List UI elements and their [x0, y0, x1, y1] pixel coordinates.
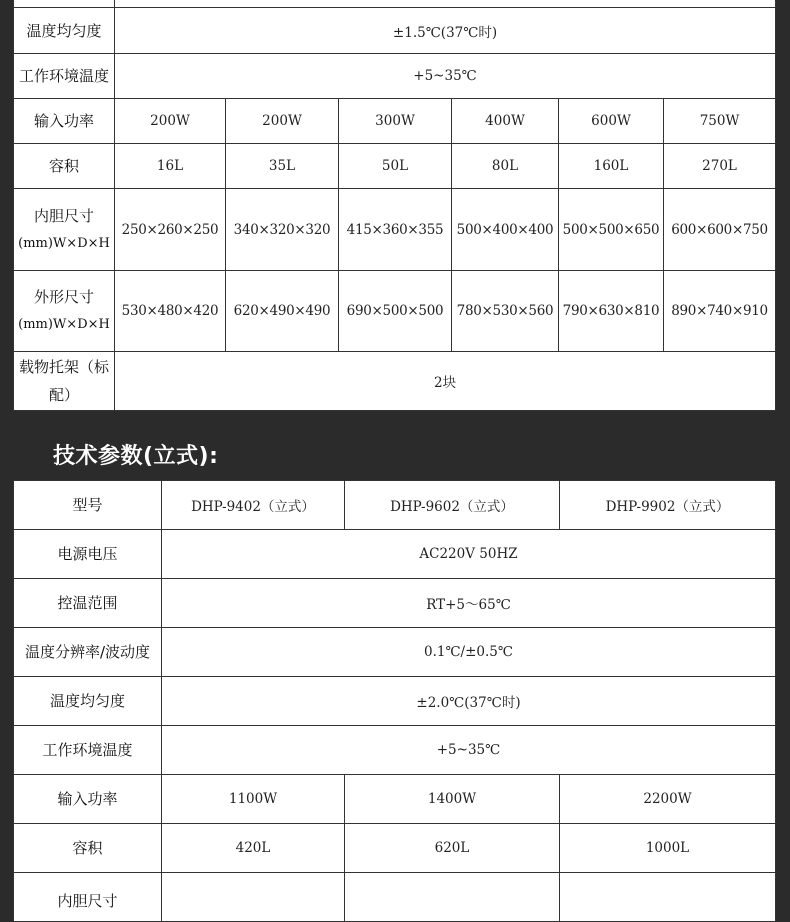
cell: 300W	[339, 99, 452, 144]
row-value: AC220V 50HZ	[162, 530, 776, 579]
table-row-uniformity	[14, 8, 776, 54]
cell: 16L	[115, 144, 226, 189]
row-value: 2块	[115, 352, 776, 411]
cell: 530×480×420	[115, 271, 226, 352]
row-label: 工作环境温度	[14, 54, 115, 99]
table-row-volume	[14, 824, 776, 873]
row-label	[14, 271, 115, 352]
cell: 620×490×490	[226, 271, 339, 352]
table-row-power	[14, 775, 776, 824]
cell: 1100W	[162, 775, 345, 824]
table-row-power	[14, 99, 776, 144]
row-label: 内胆尺寸	[14, 873, 162, 922]
row-value: +5~35℃	[162, 726, 776, 775]
cell: 500×400×400	[452, 189, 559, 271]
table-row-ambient	[14, 54, 776, 99]
cell: 250×260×250	[115, 189, 226, 271]
cell: 80L	[452, 144, 559, 189]
row-label: 输入功率	[14, 775, 162, 824]
row-label: 容积	[14, 144, 115, 189]
section-title: 技术参数(立式):	[53, 444, 219, 469]
table-row-outer-size	[14, 271, 776, 352]
row-label: 电源电压	[14, 530, 162, 579]
cell: 750W	[664, 99, 776, 144]
row-label: 控温范围	[14, 579, 162, 628]
cell	[162, 873, 345, 922]
table-row-shelf	[14, 352, 776, 411]
cell: 780×530×560	[452, 271, 559, 352]
cell: 690×500×500	[339, 271, 452, 352]
cell: 200W	[115, 99, 226, 144]
cell: 35L	[226, 144, 339, 189]
cell: 270L	[664, 144, 776, 189]
row-label: 温度均匀度	[14, 8, 115, 54]
row-value: +5~35℃	[115, 54, 776, 99]
row-label: 输入功率	[14, 99, 115, 144]
cell: 1400W	[345, 775, 560, 824]
row-label-line: 配）	[48, 386, 79, 404]
cell: 50L	[339, 144, 452, 189]
cell: 890×740×910	[664, 271, 776, 352]
row-label-line: 载物托架（标	[18, 358, 109, 376]
table-row-range	[14, 579, 776, 628]
table-row-uniformity	[14, 677, 776, 726]
cell: 600W	[559, 99, 664, 144]
row-label-line: (mm)W×D×H	[18, 235, 110, 251]
spec-table-vertical	[13, 480, 776, 922]
spec-table-benchtop	[13, 0, 776, 411]
cell: 340×320×320	[226, 189, 339, 271]
table-row-volume	[14, 144, 776, 189]
row-label: 温度分辨率/波动度	[14, 628, 162, 677]
cell: 420L	[162, 824, 345, 873]
cell	[560, 873, 776, 922]
row-label	[14, 189, 115, 271]
row-label: 工作环境温度	[14, 726, 162, 775]
cell: 2200W	[560, 775, 776, 824]
row-label-line: 内胆尺寸	[33, 206, 94, 225]
row-label: 容积	[14, 824, 162, 873]
table-row-supply	[14, 530, 776, 579]
cell: DHP-9902（立式）	[560, 481, 776, 530]
cell: DHP-9402（立式）	[162, 481, 345, 530]
cell: 200W	[226, 99, 339, 144]
table-row-ambient	[14, 726, 776, 775]
cell: 160L	[559, 144, 664, 189]
row-value: ±1.5℃(37℃时)	[115, 8, 776, 54]
cell: 620L	[345, 824, 560, 873]
row-value: ±2.0℃(37℃时)	[162, 677, 776, 726]
row-label-line: 外形尺寸	[33, 288, 94, 306]
row-value: RT+5～65℃	[162, 579, 776, 628]
table-row	[14, 0, 776, 8]
table-row-resolution	[14, 628, 776, 677]
table-row-inner-size	[14, 873, 776, 922]
table-row-inner-size	[14, 189, 776, 271]
row-label: 温度均匀度	[14, 677, 162, 726]
row-label: 型号	[14, 481, 162, 530]
row-value: 0.1℃/±0.5℃	[162, 628, 776, 677]
table-row-model	[14, 481, 776, 530]
cell: 415×360×355	[339, 189, 452, 271]
row-label-line: (mm)W×D×H	[18, 317, 110, 332]
cell: 500×500×650	[559, 189, 664, 271]
cell: DHP-9602（立式）	[345, 481, 560, 530]
cell: 790×630×810	[559, 271, 664, 352]
cell	[345, 873, 560, 922]
row-label	[14, 352, 115, 411]
cell: 1000L	[560, 824, 776, 873]
cell: 600×600×750	[664, 189, 776, 271]
cell: 400W	[452, 99, 559, 144]
